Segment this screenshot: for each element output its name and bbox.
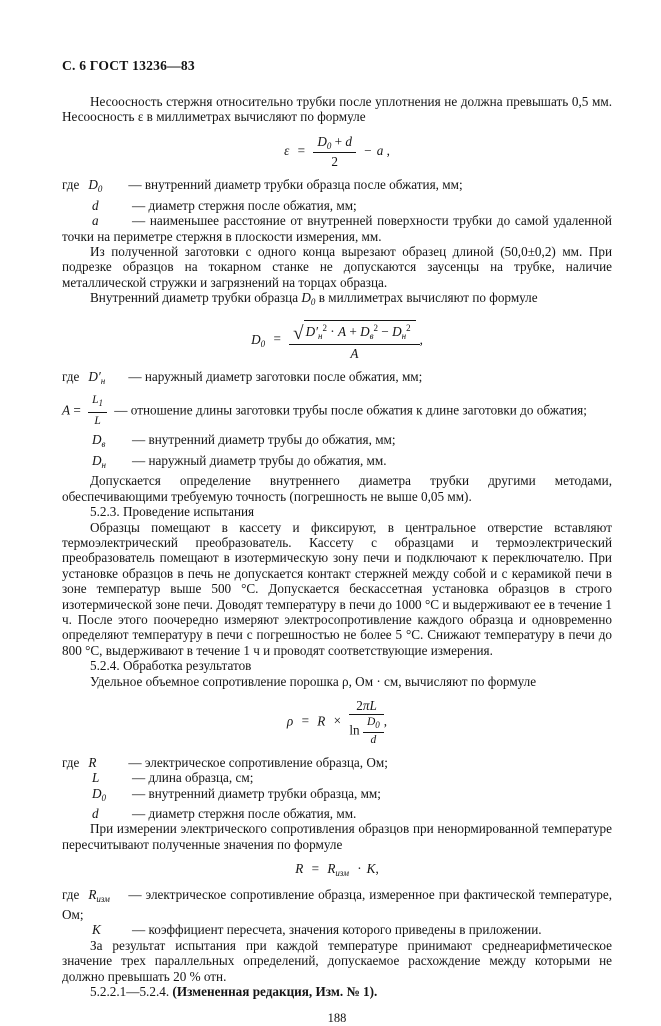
inner-denominator: d xyxy=(370,733,377,746)
fraction xyxy=(313,134,356,170)
dot-operator: · xyxy=(357,861,362,877)
term xyxy=(88,177,128,197)
term xyxy=(92,432,132,452)
sub-n: н xyxy=(401,330,407,341)
var-L: L xyxy=(92,770,100,786)
sub-v: в xyxy=(101,439,106,450)
var-R: R xyxy=(317,713,326,729)
term xyxy=(92,922,132,937)
sub-0: 0 xyxy=(101,792,107,803)
term xyxy=(92,786,132,806)
running-header: С. 6 ГОСТ 13236—83 xyxy=(62,58,195,73)
equals-sign: = xyxy=(73,402,81,418)
var-a: a xyxy=(376,142,384,158)
term-description: — внутренний диаметр трубки образца, мм; xyxy=(132,785,381,801)
where-label: где xyxy=(62,754,80,770)
sub-0: 0 xyxy=(375,720,380,731)
var-D: D xyxy=(301,290,311,306)
where-label: где xyxy=(62,886,80,902)
formula-rho xyxy=(62,698,612,747)
definition-item xyxy=(62,806,612,821)
fraction xyxy=(88,393,107,430)
var-R-measured: R xyxy=(327,861,336,877)
plus-sign: + xyxy=(334,133,343,149)
ln-operator: ln xyxy=(349,722,360,738)
var-D: D xyxy=(92,452,102,468)
var-R-measured: R xyxy=(88,886,97,902)
paragraph-blank-cutting: Из полученной заготовки с одного конца вырезают образец длиной (50,0±0,2) мм. При подрезке образцов на токарном станке не допускаются заусенцы на трубке, наличие металлической стружки и загрязнений на торцах образца. xyxy=(62,243,612,290)
var-D: D xyxy=(88,177,98,193)
page-number: 188 xyxy=(327,1011,347,1026)
term xyxy=(88,887,128,907)
paragraph-inner-diameter xyxy=(62,290,612,310)
sup-2: 2 xyxy=(406,322,411,333)
term-description: — электрическое сопротивление образца, Ом; xyxy=(128,754,388,770)
var-A: A xyxy=(62,402,71,418)
sup-2: 2 xyxy=(373,322,379,333)
definition-item-ratio xyxy=(62,393,612,430)
fraction xyxy=(349,698,383,747)
sub-0: 0 xyxy=(97,184,103,195)
sub-izm: изм xyxy=(335,868,349,879)
equals-sign: = xyxy=(311,861,320,877)
digit-2: 2 xyxy=(356,697,363,713)
rho-symbol: ρ xyxy=(286,713,294,729)
radical-sign: √ xyxy=(293,322,304,344)
paragraph-test-procedure: Образцы помещают в кассету и фиксируют, в центральное отверстие вставляют термоэлектрический преобразователь. Кассету с образцами и термоэлектрический преобразователь помещают в изотермическую зону печи и подключают к переключателю. При установке образцов в печь не допускается контакт стержней между собой и с керамикой печи в зоне температур выше 500 °С. Допускается бескассетная установка образцов в строго изотермической зоне печи. Доводят температуру в печи до 1000 °С и выдерживают ее в течение 1 ч. После этого поочередно измеряют электросопротивление каждого образца и одновременно определяют температуру в печи с погрешностью не более 5 °С. Снижают температуру в печи до 800 °С, выдерживают в течение 1 ч и проводят соответствующие измерения. xyxy=(62,519,612,658)
var-A: A xyxy=(338,323,347,339)
sup-2: 2 xyxy=(322,322,327,333)
definition-item xyxy=(62,922,612,937)
fraction-denominator: A xyxy=(350,346,359,362)
sub-izm: изм xyxy=(96,893,110,904)
var-D: D xyxy=(251,331,261,347)
inner-fraction xyxy=(363,716,384,747)
formula-epsilon xyxy=(62,134,612,170)
times-sign: × xyxy=(333,713,342,729)
var-D: D xyxy=(392,323,402,339)
equals-sign: = xyxy=(301,713,309,729)
comma: , xyxy=(419,331,423,347)
var-D: D xyxy=(317,133,327,149)
fraction xyxy=(289,320,419,362)
sub-n: н xyxy=(101,459,106,470)
term-description: — наименьшее расстояние от внутренней поверхности трубки до самой удаленной точки на периметре стержня в плоскости измерения, мм. xyxy=(62,213,612,244)
definition-item xyxy=(62,453,612,473)
definition-item xyxy=(62,770,612,785)
comma: , xyxy=(383,713,388,729)
var-R: R xyxy=(295,861,304,877)
comma: , xyxy=(386,142,390,158)
fraction-denominator: 2 xyxy=(331,154,338,170)
sub-0: 0 xyxy=(310,297,316,308)
var-R: R xyxy=(88,754,97,770)
var-K: K xyxy=(92,922,101,938)
term xyxy=(88,369,128,389)
term-description: — электрическое сопротивление образца, измеренное при фактической температуре, Ом; xyxy=(62,886,612,922)
dot-operator: · xyxy=(330,323,335,339)
epsilon-symbol: ε xyxy=(284,142,290,158)
clause-range: 5.2.2.1—5.2.4. xyxy=(90,983,170,999)
term xyxy=(88,755,128,770)
radical xyxy=(293,320,415,344)
amendment-note: (Измененная редакция, Изм. № 1). xyxy=(172,983,378,999)
where-label: где xyxy=(62,369,80,385)
var-K: K xyxy=(366,861,376,877)
text-run: Внутренний диаметр трубки образца xyxy=(90,290,299,306)
definition-item xyxy=(62,432,612,452)
paragraph-other-methods: Допускается определение внутреннего диаметра трубки другими методами, обеспечивающими требуемую точность (погрешность не выше 0,05 мм). xyxy=(62,473,612,504)
var-L: L xyxy=(92,393,99,406)
plus-sign: + xyxy=(349,323,357,339)
var-L: L xyxy=(369,697,377,713)
term xyxy=(92,806,132,821)
definition-item xyxy=(62,213,612,244)
term-description: — наружный диаметр заготовки после обжатия, мм; xyxy=(128,369,423,385)
term-description: — отношение длины заготовки трубы после обжатия к длине заготовки до обжатия; xyxy=(114,402,587,418)
equals-sign: = xyxy=(273,331,281,347)
var-D: D xyxy=(360,323,370,339)
term xyxy=(92,453,132,473)
paragraph-recalculation: При измерении электрического сопротивления образцов при ненормированной температуре пересчитывают полученные значения по формуле xyxy=(62,821,612,852)
var-d: d xyxy=(345,133,352,149)
heading-5-2-3: 5.2.3. Проведение испытания xyxy=(90,504,255,520)
paragraph-amendment xyxy=(62,984,612,999)
where-label: где xyxy=(62,177,80,193)
var-D: D xyxy=(92,432,102,448)
var-D: D xyxy=(92,785,102,801)
term-description: — диаметр стержня после обжатия, мм; xyxy=(132,197,357,213)
var-D-prime: D′ xyxy=(305,323,319,339)
radicand xyxy=(304,320,416,341)
formula-r xyxy=(62,861,612,878)
pi-symbol: π xyxy=(362,697,370,713)
heading-5-2-4: 5.2.4. Обработка результатов xyxy=(90,658,252,674)
var-a: a xyxy=(92,213,99,229)
definition-item xyxy=(62,755,612,770)
paragraph-resistivity-intro: Удельное объемное сопротивление порошка ρ, Ом · см, вычисляют по формуле xyxy=(90,673,537,689)
fraction-denominator xyxy=(349,715,383,747)
sub-0: 0 xyxy=(326,140,332,151)
minus-sign: − xyxy=(381,323,389,339)
sub-n: н xyxy=(100,376,106,387)
term xyxy=(92,213,132,228)
definition-item xyxy=(62,198,612,213)
var-d: d xyxy=(92,805,99,821)
var-D: D xyxy=(366,716,376,729)
paragraph-test-result: За результат испытания при каждой температуре принимают среднеарифметическое значение трех параллельных определений, допускаемое расхождение между которыми не должно превышать 20 % отн. xyxy=(62,937,612,984)
sub-v: в xyxy=(369,330,374,341)
fraction-numerator xyxy=(88,393,107,413)
term xyxy=(92,198,132,213)
term-description: — внутренний диаметр трубы до обжатия, мм; xyxy=(132,432,396,448)
var-d: d xyxy=(92,197,99,213)
sub-1: 1 xyxy=(98,397,103,408)
definition-item xyxy=(62,369,612,389)
term-description: — диаметр стержня после обжатия, мм. xyxy=(132,805,357,821)
definition-item xyxy=(62,887,612,923)
var-D-prime: D′ xyxy=(88,369,101,385)
sub-0: 0 xyxy=(260,338,266,349)
fraction-numerator xyxy=(289,320,419,346)
paragraph-misalignment: Несоосность стержня относительно трубки после уплотнения не должна превышать 0,5 мм. Несоосность ε в миллиметрах вычисляют по формуле xyxy=(62,94,612,125)
text-run: в миллиметрах вычисляют по формуле xyxy=(318,290,538,306)
formula-d0 xyxy=(62,320,612,362)
minus-sign: − xyxy=(364,142,372,158)
term xyxy=(92,770,132,785)
term-description: — внутренний диаметр трубки образца после обжатия, мм; xyxy=(128,177,463,193)
definition-item xyxy=(62,177,612,197)
equals-sign: = xyxy=(297,142,306,158)
term-description: — коэффициент пересчета, значения которого приведены в приложении. xyxy=(132,922,542,938)
fraction-numerator xyxy=(349,698,383,715)
fraction-numerator xyxy=(313,134,356,153)
term-description: — длина образца, см; xyxy=(132,770,254,786)
definition-item xyxy=(62,786,612,806)
term-description: — наружный диаметр трубы до обжатия, мм. xyxy=(132,452,387,468)
sub-n: н xyxy=(318,330,323,341)
comma: , xyxy=(375,861,379,877)
inner-numerator xyxy=(363,716,384,732)
fraction-denominator: L xyxy=(94,415,101,428)
